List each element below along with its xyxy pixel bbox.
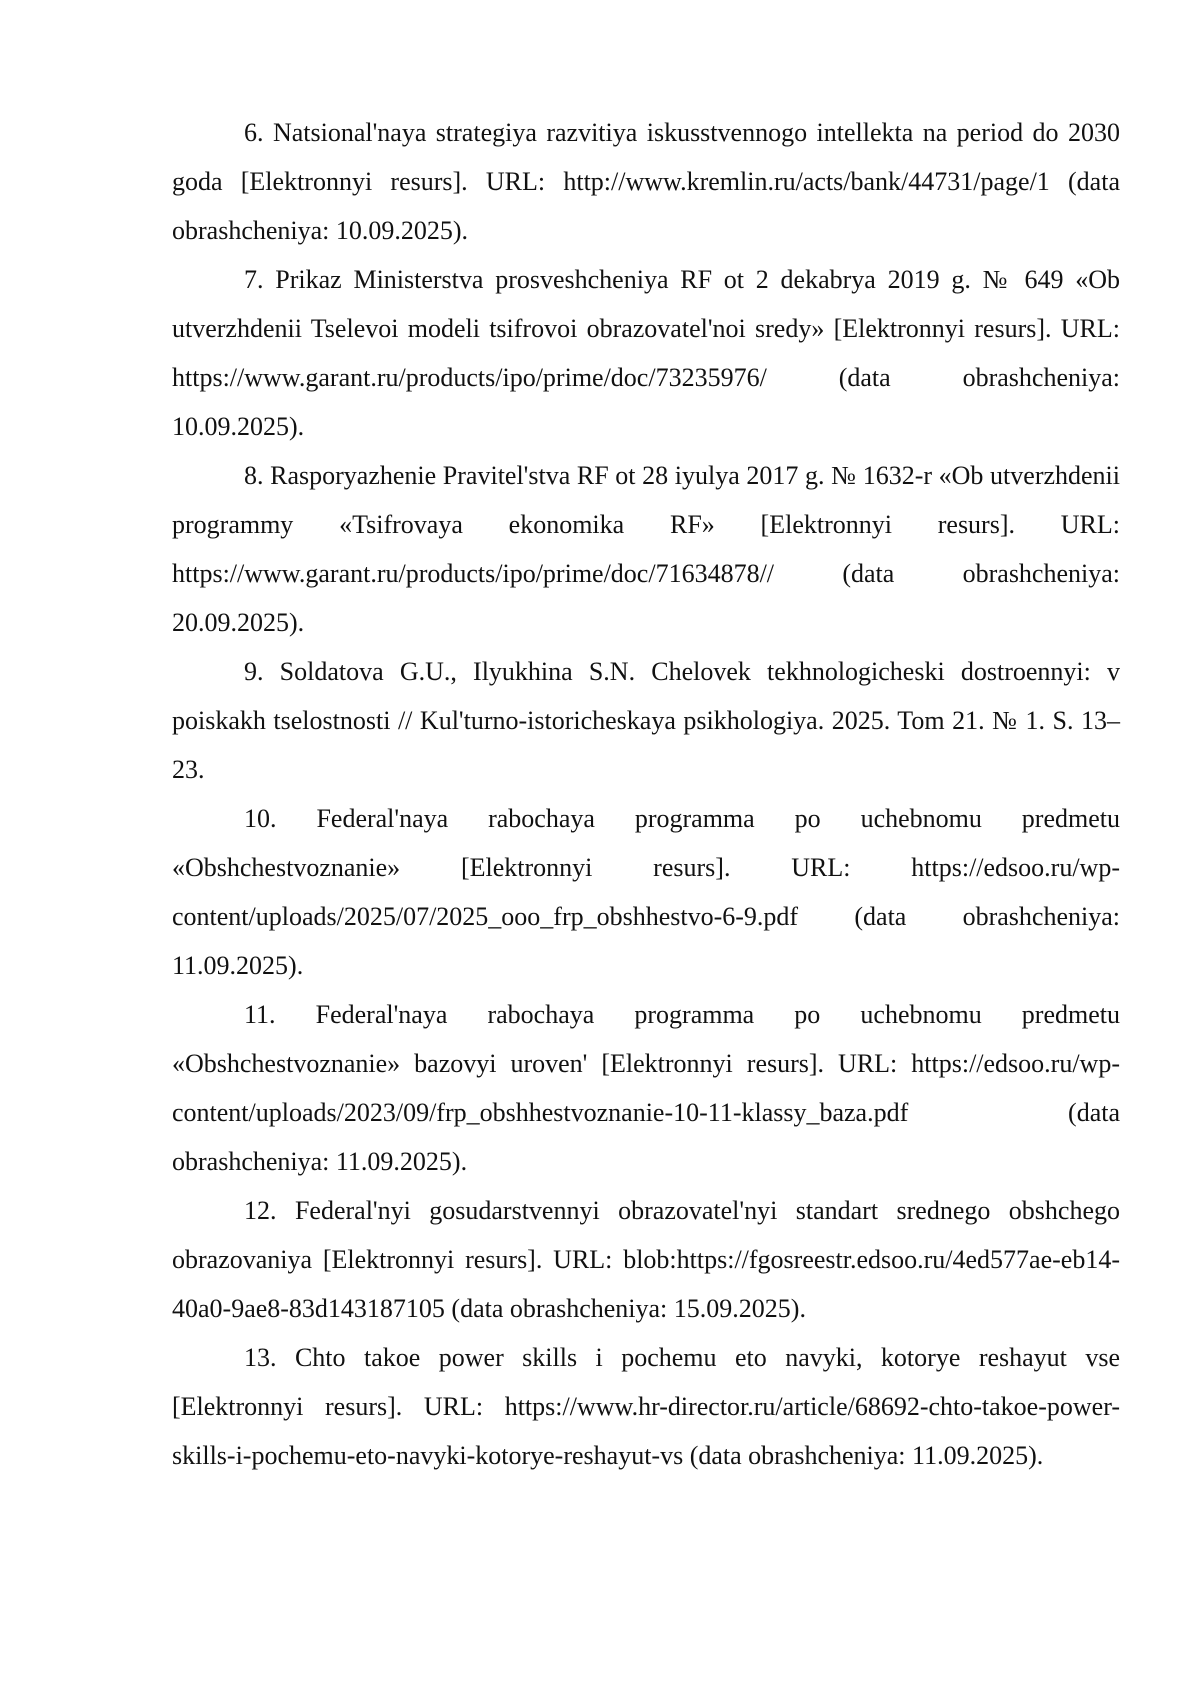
reference-text: Federal'naya rabochaya programma po uchebnomu predmetu «Obshchestvoznanie» bazovyi uroven' [Elektronnyi resurs]. URL: https://edsoo.ru/wp-content/uploads/2023/09/frp_obshhestvoznanie-10-11-klassy_baza.pdf (data obrashcheniya: 11.09.2025). — [172, 1000, 1120, 1176]
reference-number: 13. — [244, 1343, 277, 1372]
reference-text: Prikaz Ministerstva prosveshcheniya RF ot 2 dekabrya 2019 g. № 649 «Ob utverzhdenii Tselevoi modeli tsifrovoi obrazovatel'noi sredy» [Elektronnyi resurs]. URL: https://www.garant.ru/products/ipo/prime/doc/73235976/ (data obrashcheniya: 10.09.2025). — [172, 265, 1120, 441]
reference-number: 7. — [244, 265, 264, 294]
reference-list — [172, 108, 1120, 1480]
reference-number: 9. — [244, 657, 264, 686]
reference-item-7 — [172, 255, 1120, 451]
reference-item-10 — [172, 794, 1120, 990]
reference-number: 6. — [244, 118, 264, 147]
reference-item-11 — [172, 990, 1120, 1186]
reference-text: Federal'naya rabochaya programma po uchebnomu predmetu «Obshchestvoznanie» [Elektronnyi resurs]. URL: https://edsoo.ru/wp-content/uploads/2025/07/2025_ooo_frp_obshhestvo-6-9.pdf (data obrashcheniya: 11.09.2025). — [172, 804, 1120, 980]
reference-item-13 — [172, 1333, 1120, 1480]
reference-number: 11. — [244, 1000, 276, 1029]
reference-item-8 — [172, 451, 1120, 647]
reference-text: Rasporyazhenie Pravitel'stva RF ot 28 iyulya 2017 g. № 1632-r «Ob utverzhdenii programmy «Tsifrovaya ekonomika RF» [Elektronnyi resurs]. URL: https://www.garant.ru/products/ipo/prime/doc/71634878// (data obrashcheniya: 20.09.2025). — [172, 461, 1121, 637]
reference-text: Soldatova G.U., Ilyukhina S.N. Chelovek tekhnologicheski dostroennyi: v poiskakh tselostnosti // Kul'turno-istoricheskaya psikhologiya. 2025. Tom 21. № 1. S. 13–23. — [172, 657, 1121, 784]
reference-number: 12. — [244, 1196, 277, 1225]
reference-item-9 — [172, 647, 1120, 794]
reference-text: Federal'nyi gosudarstvennyi obrazovatel'nyi standart srednego obshchego obrazovaniya [Elektronnyi resurs]. URL: blob:https://fgosreestr.edsoo.ru/4ed577ae-eb14-40a0-9ae8-83d143187105 (data obrashcheniya: 15.09.2025). — [172, 1196, 1121, 1323]
reference-number: 10. — [244, 804, 277, 833]
reference-number: 8. — [244, 461, 264, 490]
reference-item-6 — [172, 108, 1120, 255]
reference-text: Chto takoe power skills i pochemu eto navyki, kotorye reshayut vse [Elektronnyi resurs]. URL: https://www.hr-director.ru/article/68692-chto-takoe-power-skills-i-pochemu-eto-navyki-kotorye-reshayut-vs (data obrashcheniya: 11.09.2025). — [172, 1343, 1121, 1470]
reference-item-12 — [172, 1186, 1120, 1333]
reference-text: Natsional'naya strategiya razvitiya iskusstvennogo intellekta na period do 2030 goda [Elektronnyi resurs]. URL: http://www.kremlin.ru/acts/bank/44731/page/1 (data obrashcheniya: 10.09.2025). — [172, 118, 1121, 245]
